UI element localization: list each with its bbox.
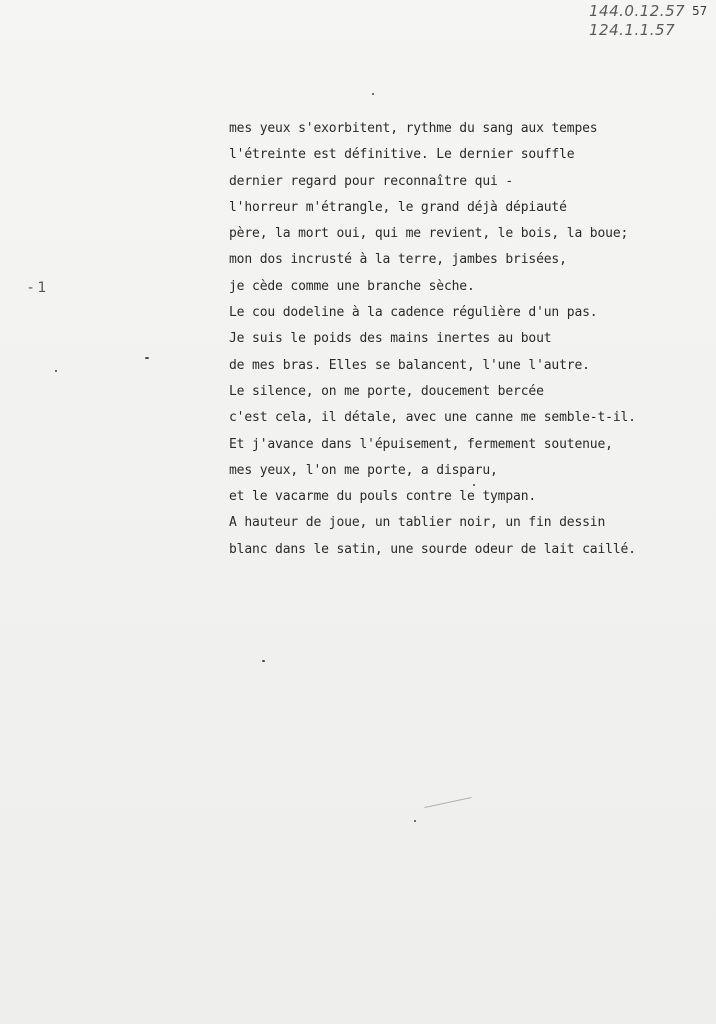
poem-line: mon dos incrusté à la terre, jambes brisées, [229,252,567,268]
poem-line: Le silence, on me porte, doucement bercée [229,383,544,399]
paper-speck [414,820,416,822]
paper-speck [473,484,475,486]
paper-speck [145,357,149,359]
poem-line: mes yeux s'exorbitent, rythme du sang aux tempes [229,121,598,136]
archive-reference [589,2,685,40]
poem-line: mes yeux, l'on me porte, a disparu, [229,462,498,478]
margin-annotation: - 1 [28,280,47,296]
poem-line: A hauteur de joue, un tablier noir, un fin dessin [229,515,606,531]
poem-text [229,116,699,563]
poem-line: de mes bras. Elles se balancent, l'une l'autre. [229,357,590,373]
poem-line: l'étreinte est définitive. Le dernier souffle [229,147,575,163]
poem-line: père, la mort oui, qui me revient, le bois, la boue; [229,226,629,242]
poem-line: dernier regard pour reconnaître qui - [229,173,514,189]
paper-speck [372,93,374,95]
paper-speck [262,660,265,662]
poem-line: blanc dans le satin, une sourde odeur de lait caillé. [229,541,636,557]
archive-ref-2: 124.1.1.57 [589,21,676,39]
poem-line: Et j'avance dans l'épuisement, fermement soutenue, [229,436,613,452]
poem-line: Je suis le poids des mains inertes au bout [229,331,552,347]
poem-line: je cède comme une branche sèche. [229,278,475,294]
pencil-stroke [424,797,471,808]
paper-speck [55,370,57,372]
poem-line: c'est cela, il détale, avec une canne me semble-t-il. [229,410,636,426]
archive-ref-1: 144.0.12.57 [589,2,686,20]
poem-line: Le cou dodeline à la cadence régulière d'un pas. [229,305,598,321]
page-number: 57 [692,4,708,18]
poem-line: et le vacarme du pouls contre le tympan. [229,489,537,505]
poem-line: l'horreur m'étrangle, le grand déjà dépiauté [229,199,567,215]
